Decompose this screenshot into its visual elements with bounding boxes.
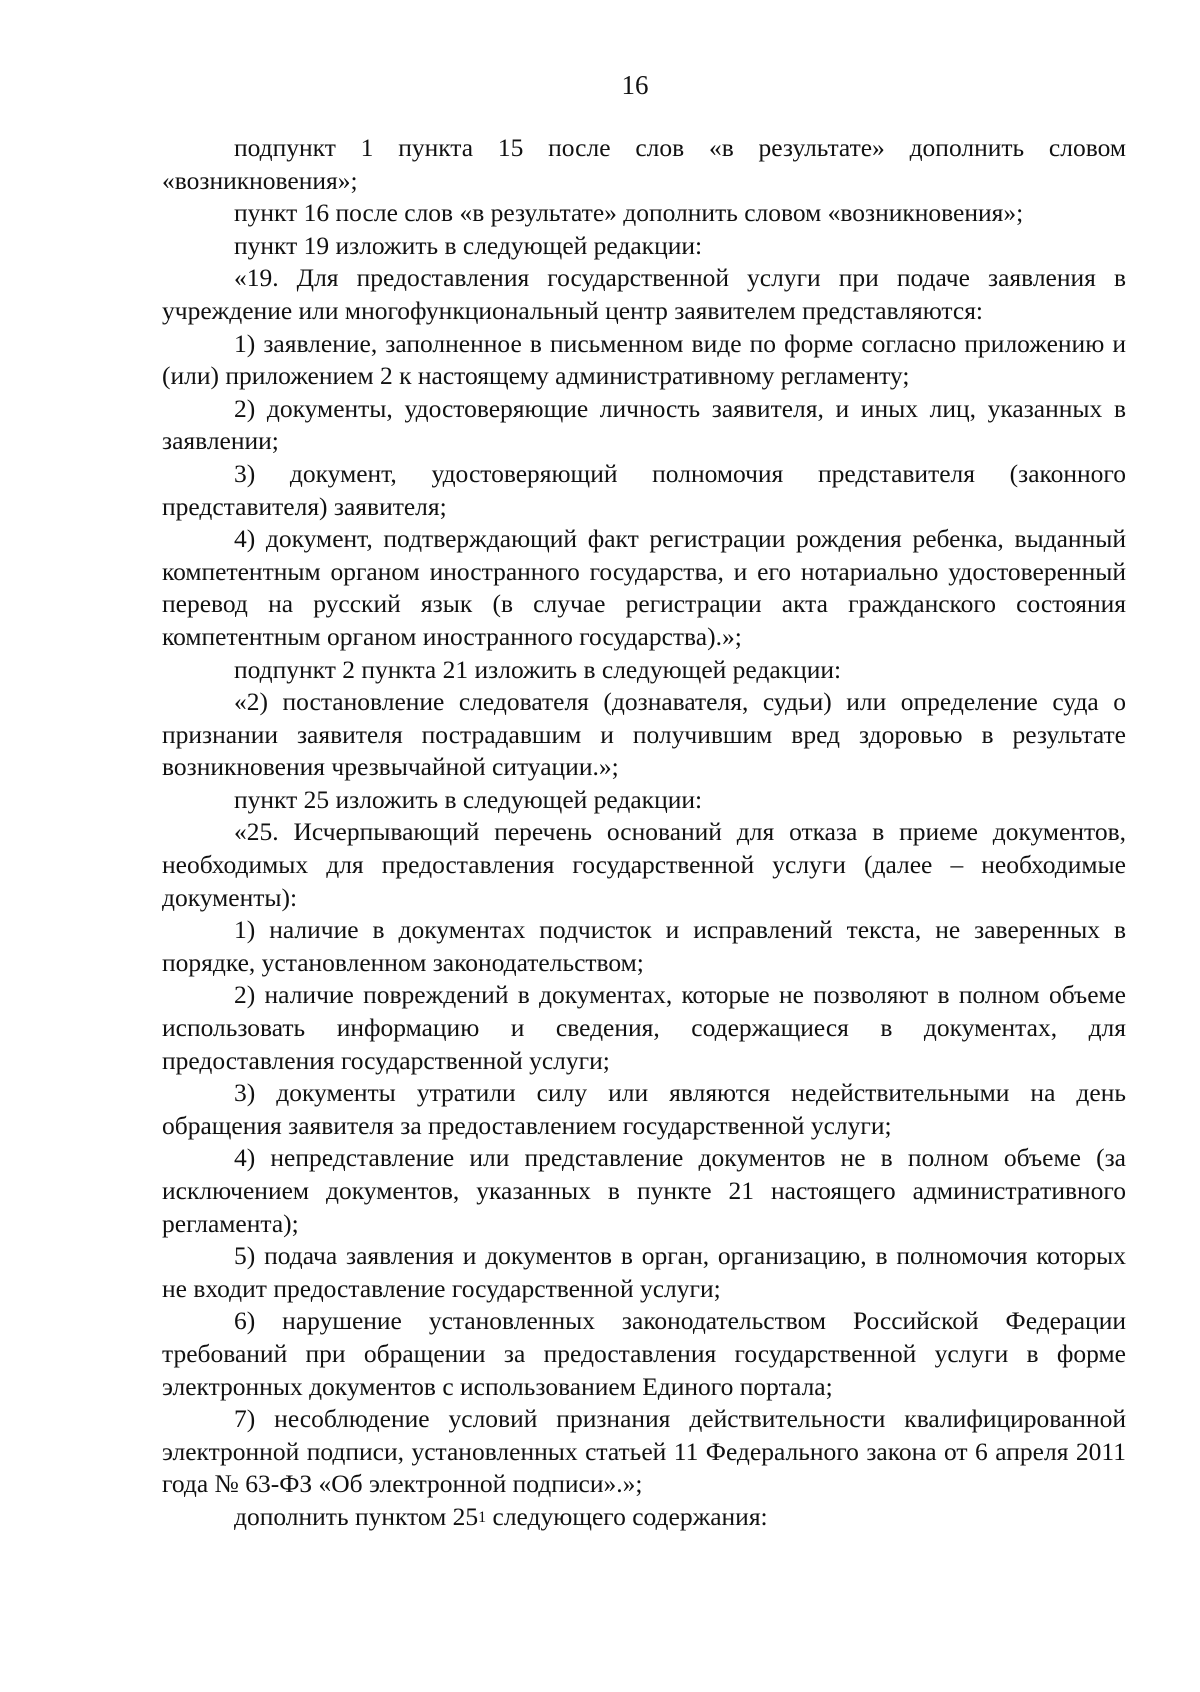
paragraph: 1) наличие в документах подчисток и исправлений текста, не заверенных в порядке, установленном законодательством; <box>162 915 1126 977</box>
paragraph: пункт 19 изложить в следующей редакции: <box>234 230 703 260</box>
paragraph: 7) несоблюдение условий признания действительности квалифицированной электронной подписи, установленных статьей 11 Федерального закона от 6 апреля 2011 года № 63-ФЗ «Об электронной подписи».»; <box>162 1404 1126 1499</box>
paragraph: подпункт 1 пункта 15 после слов «в результате» дополнить словом «возникновения»; <box>162 133 1126 195</box>
paragraph: пункт 25 изложить в следующей редакции: <box>234 784 703 814</box>
paragraph: 6) нарушение установленных законодательством Российской Федерации требований при обращении за предоставления государственной услуги в форме электронных документов с использованием Единого портала; <box>162 1306 1126 1401</box>
paragraph: подпункт 2 пункта 21 изложить в следующей редакции: <box>234 654 842 684</box>
paragraph: 2) документы, удостоверяющие личность заявителя, и иных лиц, указанных в заявлении; <box>162 393 1126 456</box>
paragraph: «19. Для предоставления государственной услуги при подаче заявления в учреждение или многофункциональный центр заявителем представляются: <box>162 263 1126 325</box>
paragraph: 4) документ, подтверждающий факт регистрации рождения ребенка, выданный компетентным органом иностранного государства, и его нотариально удостоверенный перевод на русский язык (в случае регистрации акта гражданского состояния компетентным органом иностранного государства).»; <box>162 524 1126 651</box>
paragraph: 5) подача заявления и документов в орган, организацию, в полномочия которых не входит предоставление государственной услуги; <box>162 1241 1126 1303</box>
paragraph: 3) документы утратили силу или являются недействительными на день обращения заявителя за предоставлением государственной услуги; <box>162 1078 1126 1140</box>
superscript-number: 1 <box>478 1508 487 1526</box>
paragraph: 4) непредставление или представление документов не в полном объеме (за исключением документов, указанных в пункте 21 настоящего административного регламента); <box>162 1143 1126 1238</box>
paragraph: пункт 16 после слов «в результате» дополнить словом «возникновения»; <box>234 198 1024 228</box>
paragraph: 3) документ, удостоверяющий полномочия представителя (законного представителя) заявителя; <box>162 458 1126 521</box>
paragraph: 2) наличие повреждений в документах, которые не позволяют в полном объеме использовать информацию и сведения, содержащиеся в документах, для предоставления государственной услуги; <box>162 980 1126 1075</box>
paragraph: «25. Исчерпывающий перечень оснований для отказа в приеме документов, необходимых для предоставления государственной услуги (далее – необходимые документы): <box>162 817 1126 912</box>
last-line-tail: следующего содержания: <box>486 1501 768 1531</box>
paragraph: «2) постановление следователя (дознавателя, судьи) или определение суда о признании заявителя пострадавшим и получившим вред здоровью в результате возникновения чрезвычайной ситуации.»; <box>162 687 1126 782</box>
page-number: 16 <box>621 70 649 100</box>
last-line-text: дополнить пунктом 25 <box>234 1501 479 1531</box>
last-paragraph <box>162 1501 1126 1534</box>
document-body <box>162 132 1126 1534</box>
paragraph: 1) заявление, заполненное в письменном виде по форме согласно приложению и (или) приложением 2 к настоящему административному регламенту; <box>162 328 1126 391</box>
